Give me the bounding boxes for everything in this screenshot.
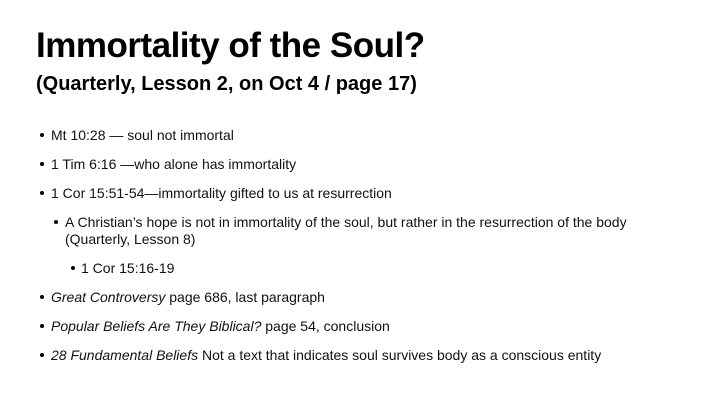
sub-bullet-item-1 bbox=[65, 214, 627, 248]
bullet-marker bbox=[40, 191, 44, 195]
sub-sub-bullet-marker bbox=[71, 266, 75, 270]
bullet-item-3 bbox=[51, 185, 392, 202]
bullet-marker bbox=[40, 162, 44, 166]
book-title: Popular Beliefs Are They Biblical? bbox=[51, 318, 262, 334]
book-title: 28 Fundamental Beliefs bbox=[51, 347, 199, 363]
sub-bullet-text-line2: (Quarterly, Lesson 8) bbox=[65, 231, 196, 247]
sub-bullet-marker bbox=[54, 220, 58, 224]
bullet-marker bbox=[40, 324, 44, 328]
sub-sub-bullet-item-1 bbox=[81, 260, 174, 277]
bullet-item-5 bbox=[51, 318, 390, 335]
bullet-item-1 bbox=[51, 127, 234, 144]
slide-title: Immortality of the Soul? bbox=[36, 26, 425, 65]
bullet-text: 1 Cor 15:51-54—immortality gifted to us at resurrection bbox=[51, 185, 392, 201]
sub-bullet-text-line1: A Christian’s hope is not in immortality of the soul, but rather in the resurrection of the body bbox=[65, 214, 627, 230]
bullet-marker bbox=[40, 295, 44, 299]
bullet-text: page 54, conclusion bbox=[261, 318, 390, 334]
bullet-item-4 bbox=[51, 289, 325, 306]
bullet-marker bbox=[40, 133, 44, 137]
bullet-item-2 bbox=[51, 156, 296, 173]
bullet-text: 1 Cor 15:16-19 bbox=[81, 260, 175, 276]
bullet-text: Not a text that indicates soul survives body as a conscious entity bbox=[198, 347, 602, 363]
bullet-item-6 bbox=[51, 347, 601, 364]
bullet-text: 1 Tim 6:16 —who alone has immortality bbox=[51, 156, 297, 172]
bullet-text: Mt 10:28 — soul not immortal bbox=[51, 127, 234, 143]
bullet-marker bbox=[40, 353, 44, 357]
bullet-text: page 686, last paragraph bbox=[165, 289, 325, 305]
slide-subtitle: (Quarterly, Lesson 2, on Oct 4 / page 17) bbox=[36, 73, 417, 95]
book-title: Great Controversy bbox=[51, 289, 166, 305]
